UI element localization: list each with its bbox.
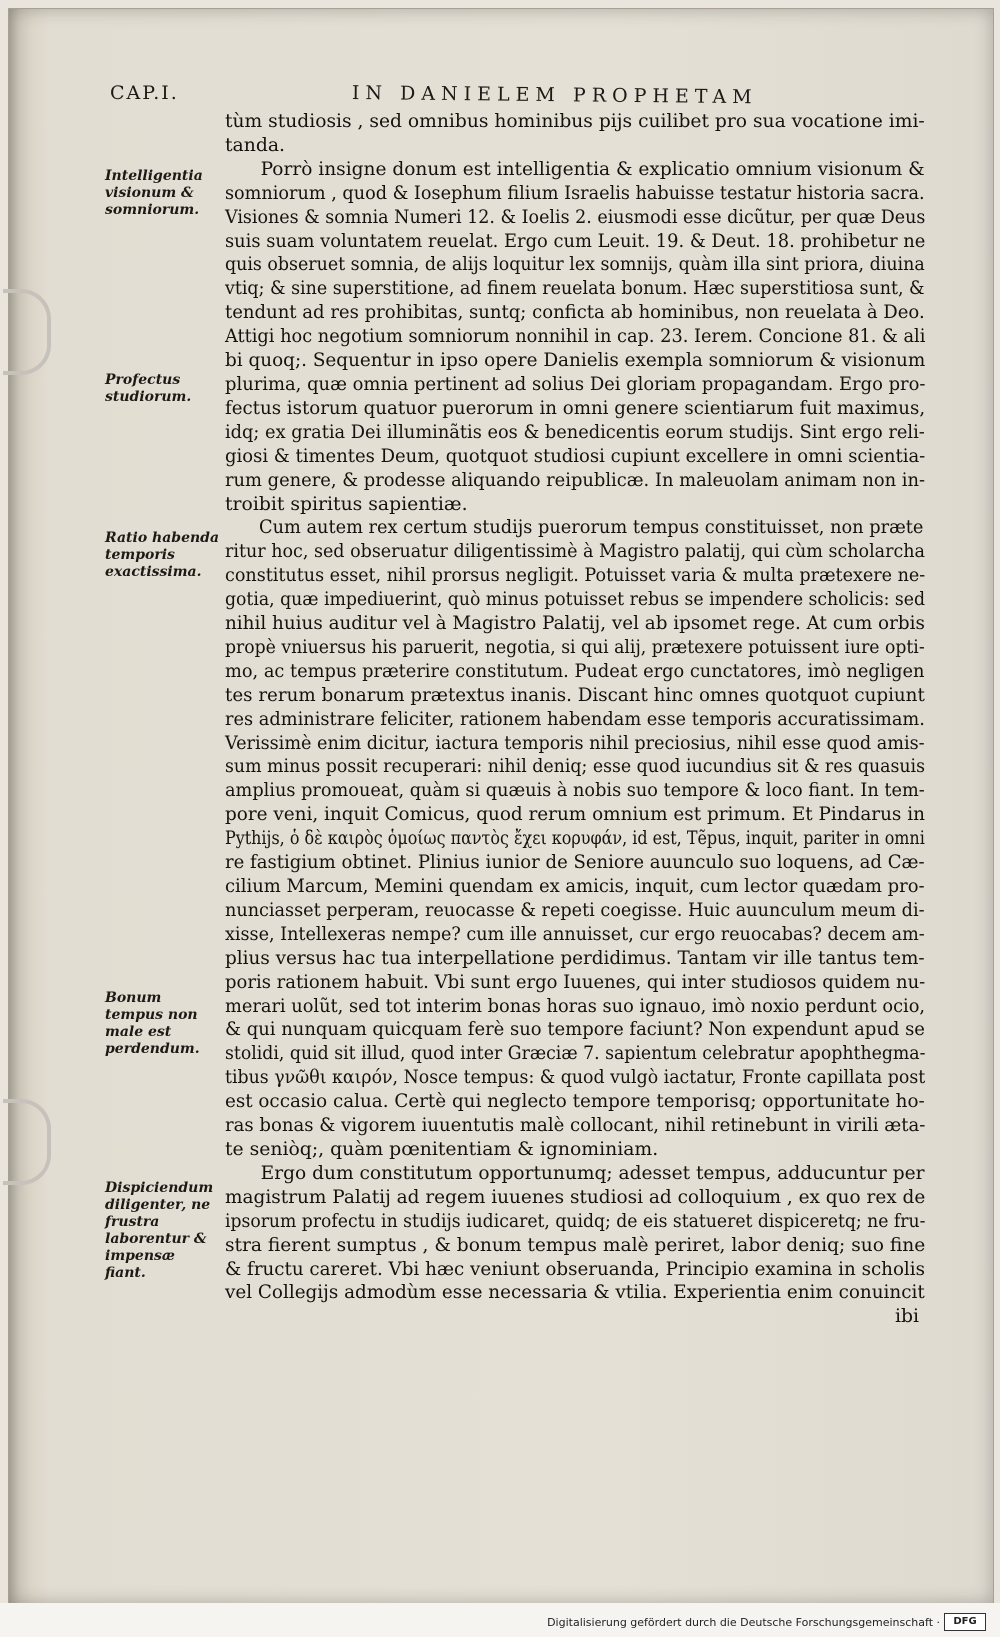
text-line: propè vniuersus his paruerit, negotia, si qui alij, prætexere potuissent iure opti- [225, 636, 925, 658]
funding-credit: Digitalisierung gefördert durch die Deutsche Forschungsgemeinschaft · [547, 1616, 940, 1629]
text-line: plius versus hac tua interpellatione perdidimus. Tantam vir ille tantus tem- [225, 947, 925, 969]
catchword: ibi [894, 1306, 919, 1328]
text-line: tibus γνῶθι καιρόν, Nosce tempus: & quod vulgò iactatur, Fronte capillata post [225, 1067, 926, 1089]
body-text [225, 110, 925, 1329]
text-line: Visiones & somnia Numeri 12. & Ioelis 2. eiusmodi esse dicũtur, per quæ Deus [225, 206, 926, 228]
text-line: suis suam voluntatem reuelat. Ergo cum Leuit. 19. & Deut. 18. prohibetur ne [225, 230, 926, 252]
text-line: poris rationem habuit. Vbi sunt ergo Iuuenes, qui inter studiosos quidem nu- [225, 971, 926, 993]
margin-note: Ratio habenda temporis exactissima. [105, 530, 220, 580]
text-line: Pythijs, ὁ δὲ καιρὸς ὁμοίως παντὸς ἔχει κορυφάν, id est, Tẽpus, inquit, pariter in omni [225, 828, 925, 850]
text-line: sum minus possit recuperari: nihil deniq; esse quod iucundius sit & res quasuis [225, 756, 926, 778]
text-line: tes rerum bonarum prætextus inanis. Discant hinc omnes quotquot cupiunt [225, 684, 925, 706]
margin-note: Dispiciendum diligenter, ne frustra laborentur & impensæ fiant. [105, 1180, 214, 1281]
text-line: merari uolũt, sed tot interim bonas horas suo ignauo, imò noxio perdunt ocio, [225, 995, 926, 1017]
text-line: tùm studiosis , sed omnibus hominibus pijs cuilibet pro sua vocatione imi- [225, 111, 925, 132]
margin-note: Intelligentia visionum & somniorum. [105, 168, 203, 218]
text-line: Verissimè enim dicitur, iactura temporis nihil preciosius, nihil esse quod amis- [225, 732, 925, 754]
text-line: re fastigium obtinet. Plinius iunior de Seniore auunculo suo loquens, ad Cæ- [225, 852, 925, 874]
text-line: somniorum , quod & Iosephum filium Israelis habuisse testatur historia sacra. [225, 182, 925, 204]
text-line: giosi & timentes Deum, quotquot studiosi cupiunt excellere in omni scientia- [225, 445, 926, 467]
text-line: vel Collegijs admodùm esse necessaria & vtilia. Experientia enim conuincit [225, 1282, 925, 1304]
text-line: quis obseruet somnia, de alijs loquitur lex somnijs, quàm illa sint priora, diuina [225, 254, 925, 276]
text-line: Cum autem rex certum studijs puerorum tempus constituisset, non præte [259, 517, 924, 539]
dfg-logo: DFG [944, 1613, 986, 1631]
text-line: tendunt ad res prohibitas, suntq; conficta ab hominibus, non reuelata à Deo. [225, 302, 925, 324]
text-line: rum genere, & prodesse aliquando reipublicæ. In maleuolam animam non in- [225, 469, 926, 491]
text-line: te seniòq;, quàm pœnitentiam & ignominiam. [225, 1138, 659, 1160]
text-line: xisse, Intellexeras nempe? cum ille annuisset, cur ergo reuocabas? decem am- [225, 923, 925, 945]
text-line: gotia, quæ impediuerint, quò minus potuisset rebus se impendere scholicis: sed [225, 589, 926, 611]
text-line: vtiq; & sine superstitione, ad finem reuelata bonum. Hæc superstitiosa sunt, & [225, 278, 925, 300]
text-line: & fructu careret. Vbi hæc veniunt obseruanda, Principio examina in scholis [225, 1258, 925, 1280]
text-line: Ergo dum constitutum opportunumq; adesset tempus, adducuntur per [260, 1162, 925, 1184]
binding-clip-bottom [3, 1099, 51, 1185]
chapter-label: CAP.I. [110, 82, 179, 104]
text-line: ipsorum profectu in studijs iudicaret, quidq; de eis statueret dispiceretq; ne fru- [225, 1210, 926, 1232]
text-line: bi quoq;. Sequentur in ipso opere Danielis exempla somniorum & visionum [225, 350, 926, 372]
footer-bar [0, 1603, 1000, 1637]
text-line: fectus istorum quatuor puerorum in omni genere scientiarum fuit maximus, [225, 397, 926, 419]
text-line: troibit spiritus sapientiæ. [225, 493, 468, 515]
text-line: res administrare feliciter, rationem habendam esse temporis accuratissimam. [225, 708, 925, 730]
text-line: plurima, quæ omnia pertinent ad solius Dei gloriam propagandam. Ergo pro- [225, 373, 926, 395]
text-line: mo, ac tempus præterire constitutum. Pudeat ergo cunctatores, imò negligen [225, 660, 925, 682]
text-line: Porrò insigne donum est intelligentia & explicatio omnium visionum & [260, 158, 925, 180]
text-line: nunciasset perperam, reuocasse & repeti coegisse. Huic auunculum meum di- [225, 899, 925, 921]
text-line: constitutus esset, nihil prorsus negligit. Potuisset varia & multa prætexere ne- [225, 565, 926, 587]
text-line: & qui nunquam quicquam ferè suo tempore faciunt? Non expendunt apud se [225, 1019, 925, 1041]
text-line: ras bonas & vigorem iuuentutis malè collocant, nihil retinebunt in virili æta- [225, 1115, 926, 1137]
margin-note: Bonum tempus non male est perdendum. [105, 990, 200, 1057]
text-line: stolidi, quid sit illud, quod inter Græciæ 7. sapientum celebratur apophthegma- [225, 1043, 926, 1065]
running-title: IN DANIELEM PROPHETAM [351, 82, 758, 109]
text-line: nihil huius auditur vel à Magistro Palatij, vel ab ipsomet rege. At cum orbis [225, 613, 925, 635]
text-line: Attigi hoc negotium somniorum nonnihil in cap. 23. Ierem. Concione 81. & ali [225, 326, 926, 348]
text-line: magistrum Palatij ad regem iuuenes studiosi ad colloquium , ex quo rex de [225, 1186, 926, 1208]
text-line: cilium Marcum, Memini quendam ex amicis, inquit, cum lector quædam pro- [225, 876, 925, 897]
text-line: est occasio calua. Certè qui neglecto tempore temporisq; opportunitate ho- [225, 1091, 925, 1113]
text-line: amplius promoueat, quàm si quæuis à nobis suo tempore & loco fiant. In tem- [225, 780, 925, 802]
text-line: tanda. [225, 134, 286, 156]
text-line: stra fierent sumptus , & bonum tempus malè periret, labor deniq; suo fine [225, 1234, 926, 1256]
margin-note: Profectus studiorum. [105, 372, 192, 405]
text-line: pore veni, inquit Comicus, quod rerum omnium est primum. Et Pindarus in [225, 804, 925, 826]
binding-clip-top [3, 289, 51, 375]
text-line: idq; ex gratia Dei illuminãtis eos & benedicentis eorum studijs. Sint ergo reli- [225, 421, 925, 443]
text-line: ritur hoc, sed obseruatur diligentissimè à Magistro palatij, qui cùm scholarcha [225, 541, 925, 563]
